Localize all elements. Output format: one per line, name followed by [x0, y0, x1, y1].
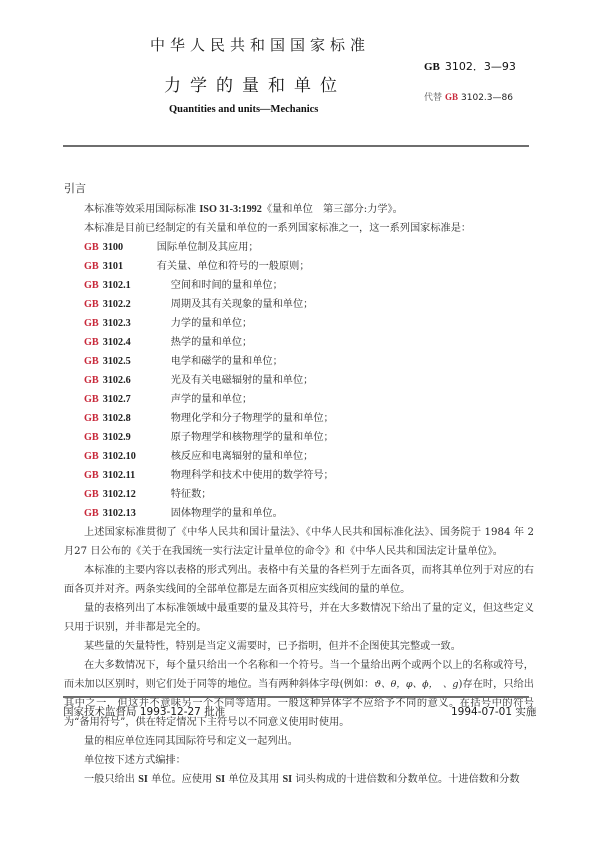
document-body [64, 200, 537, 789]
replaces-standard [424, 90, 513, 103]
standard-title: 物理科学和技术中使用的数学符号； [170, 470, 334, 481]
list-item [64, 295, 534, 314]
document-title: 力学的量和单位 [164, 76, 346, 96]
si-term: SI [215, 774, 226, 785]
approval-date: 国家技术监督局 1993-12-27 批准 [63, 706, 226, 718]
list-item [64, 409, 534, 428]
standard-number: 3102.7 [102, 394, 131, 405]
list-item [64, 257, 534, 276]
standard-title: 核反应和电离辐射的量和单位； [170, 451, 314, 462]
gb-prefix: GB [84, 432, 99, 443]
standard-number: 3102.9 [102, 432, 131, 443]
standard-code-number: 3102．3—93 [444, 60, 516, 73]
list-item [64, 428, 534, 447]
gb-prefix: GB [84, 413, 99, 424]
gb-prefix: GB [84, 337, 99, 348]
standard-code-prefix: GB [424, 61, 440, 73]
gb-prefix: GB [84, 261, 99, 272]
gb-prefix: GB [84, 299, 99, 310]
gb-prefix: GB [84, 280, 99, 291]
gb-prefix: GB [84, 242, 99, 253]
standard-number: 3102.4 [102, 337, 131, 348]
standard-number: 3102.1 [102, 280, 131, 291]
replaces-label: 代替 [424, 93, 443, 103]
paragraph-table-layout: 本标准的主要内容以表格的形式列出。表格中有关量的各栏列于左面各页，而将其单位列于对应的右面各页并对齐。两条实线间的全部单位都是左面各页相应实线间的量的单位。 [64, 565, 534, 595]
standard-number: 3102.8 [102, 413, 131, 424]
standard-title: 有关量、单位和符号的一般原则； [156, 261, 310, 272]
paragraph-vector-character: 某些量的矢量特性，特别是当定义需要时，已予指明，但并不企图使其完整或一致。 [84, 641, 461, 652]
gb-prefix: GB [84, 489, 99, 500]
list-item [64, 314, 534, 333]
si-term: SI [138, 774, 148, 785]
gb-prefix: GB [84, 394, 99, 405]
standard-number: 3102.12 [102, 489, 136, 500]
standard-number: 3102.11 [102, 470, 136, 481]
greek-symbol-examples: ϑ、θ，φ、ϕ， 、g [374, 679, 459, 690]
standard-title: 固体物理学的量和单位。 [170, 508, 283, 519]
standards-list [64, 238, 534, 523]
gb-prefix: GB [84, 470, 99, 481]
list-item [64, 447, 534, 466]
paragraph-si-units [64, 770, 534, 789]
si-term: SI [282, 774, 293, 785]
standard-title: 空间和时间的量和单位； [170, 280, 283, 291]
paragraph-quantity-tables: 量的表格列出了本标准领域中最重要的量及其符号，并在大多数情况下给出了量的定义，但这些定义只用于识别，并非都是完全的。 [64, 603, 534, 633]
standard-number: 3102.5 [102, 356, 131, 367]
standard-number: 3102.3 [102, 318, 131, 329]
implementation-date: 1994-07-01 实施 [451, 706, 537, 718]
footer-divider [63, 696, 529, 698]
header-divider [63, 145, 529, 147]
document-subtitle: Quantities and units—Mechanics [169, 104, 319, 115]
text-run: )存在时，只给出其中之一，但这并不意味另一个不同等适用。一般这种异体字不应给予不同的意义。在括号中的符号为“备用符号”，供在特定情况下主符号以不同意义使用时使用。 [64, 679, 534, 728]
list-item [64, 333, 534, 352]
standard-number: 3102.10 [102, 451, 136, 462]
list-item [64, 390, 534, 409]
list-item [64, 238, 534, 257]
standard-number: 3102.6 [102, 375, 131, 386]
text-run: 《量和单位 第三部分:力学》。 [261, 204, 403, 215]
standard-title: 热学的量和单位； [170, 337, 253, 348]
standard-number: 3100 [102, 242, 124, 253]
text-run: 词头构成的十进倍数和分数单位。十进倍数和分数 [292, 774, 520, 785]
list-item [64, 466, 534, 485]
list-item [64, 276, 534, 295]
list-item [64, 485, 534, 504]
gb-prefix: GB [84, 451, 99, 462]
section-heading-introduction: 引言 [64, 182, 86, 195]
list-item [64, 371, 534, 390]
text-run: 单位及其用 [225, 774, 283, 785]
standard-number: 3102.13 [102, 508, 136, 519]
standard-title: 声学的量和单位； [170, 394, 253, 405]
replaces-number: 3102.3—86 [461, 93, 513, 103]
text-run: 本标准等效采用国际标准 [84, 204, 200, 215]
text-run: 在大多数情况下，每个量只给出一个名称和一个符号。当一个量给出两个或两个以上的名称或符号，而未加以区别时，则它们处于同等的地位。当有两种斜体字母(例如： [64, 660, 534, 690]
standard-title: 物理化学和分子物理学的量和单位； [170, 413, 334, 424]
paragraph-legal-basis: 上述国家标准贯彻了《中华人民共和国计量法》、《中华人民共和国标准化法》、国务院于 1984 年 2 月27 日公布的《关于在我国统一实行法定计量单位的命令》和《中华人民共和国法定计量单位》。 [64, 527, 534, 557]
standard-number: 3101 [102, 261, 124, 272]
standard-organization: 中华人民共和国国家标准 [150, 36, 371, 54]
paragraph-units-arrangement: 单位按下述方式编排： [84, 755, 186, 766]
replaces-prefix: GB [445, 92, 459, 102]
standard-title: 光及有关电磁辐射的量和单位； [170, 375, 314, 386]
intro-paragraph-1 [64, 200, 534, 219]
gb-prefix: GB [84, 375, 99, 386]
standard-title: 特征数； [170, 489, 212, 500]
standard-title: 电学和磁学的量和单位； [170, 356, 283, 367]
list-item [64, 504, 534, 523]
text-run: 单位。应使用 [147, 774, 216, 785]
gb-prefix: GB [84, 318, 99, 329]
standard-title: 原子物理学和核物理学的量和单位； [170, 432, 334, 443]
standard-code [424, 58, 516, 74]
standard-title: 国际单位制及其应用； [156, 242, 259, 253]
list-item [64, 352, 534, 371]
standard-number: 3102.2 [102, 299, 131, 310]
gb-prefix: GB [84, 356, 99, 367]
gb-prefix: GB [84, 508, 99, 519]
paragraph-names-symbols [64, 656, 537, 732]
paragraph-units-listed: 量的相应单位连同其国际符号和定义一起列出。 [84, 736, 298, 747]
standard-title: 力学的量和单位； [170, 318, 253, 329]
intro-paragraph-2: 本标准是目前已经制定的有关量和单位的一系列国家标准之一，这一系列国家标准是： [84, 223, 472, 234]
standard-title: 周期及其有关现象的量和单位； [170, 299, 314, 310]
iso-reference: ISO 31-3:1992 [199, 204, 262, 215]
text-run: 一般只给出 [84, 774, 139, 785]
